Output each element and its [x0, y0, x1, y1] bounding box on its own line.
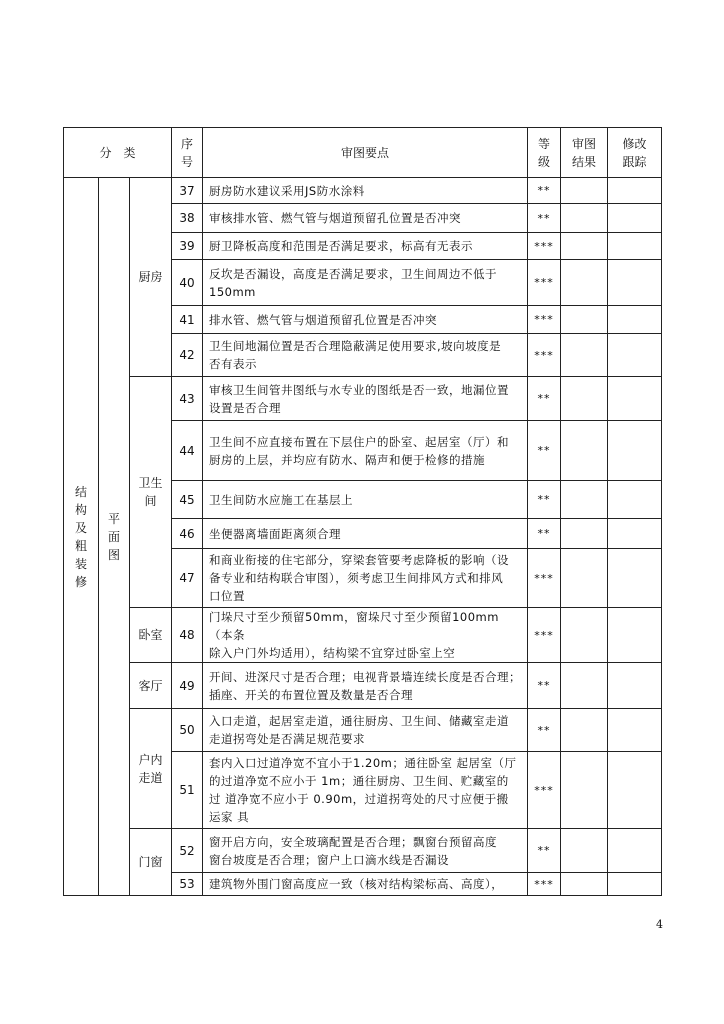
grade: **: [528, 178, 561, 204]
review-table: [63, 127, 662, 896]
header-category: 分 类: [64, 128, 172, 178]
row-number: 44: [172, 421, 203, 481]
result-cell[interactable]: [561, 519, 608, 549]
row-number: 39: [172, 233, 203, 260]
result-cell[interactable]: [561, 377, 608, 421]
table-row: [64, 178, 662, 204]
review-point: 反坎是否漏设，高度是否满足要求，卫生间周边不低于 150mm: [203, 260, 528, 306]
review-point: 坐便器离墙面距离须合理: [203, 519, 528, 549]
group-bedroom: 卧室: [130, 608, 172, 663]
table-row: [64, 663, 662, 709]
review-point: 排水管、燃气管与烟道预留孔位置是否冲突: [203, 306, 528, 334]
review-point: 窗开启方向，安全玻璃配置是否合理；飘窗台预留高度 窗台坡度是否合理；窗户上口滴水线是否漏设: [203, 829, 528, 873]
header-grade: 等 级: [528, 128, 561, 178]
page-number: 4: [656, 918, 663, 931]
tracking-cell[interactable]: [608, 204, 662, 233]
result-cell[interactable]: [561, 709, 608, 752]
tracking-cell[interactable]: [608, 178, 662, 204]
group-bathroom: 卫生 间: [130, 377, 172, 608]
tracking-cell[interactable]: [608, 233, 662, 260]
grade: **: [528, 421, 561, 481]
result-cell[interactable]: [561, 260, 608, 306]
table-row: [64, 377, 662, 421]
tracking-cell[interactable]: [608, 260, 662, 306]
row-number: 38: [172, 204, 203, 233]
row-number: 40: [172, 260, 203, 306]
row-number: 43: [172, 377, 203, 421]
result-cell[interactable]: [561, 549, 608, 608]
grade: ***: [528, 260, 561, 306]
result-cell[interactable]: [561, 608, 608, 663]
table-row: [64, 709, 662, 752]
grade: ***: [528, 233, 561, 260]
tracking-cell[interactable]: [608, 421, 662, 481]
grade: **: [528, 829, 561, 873]
result-cell[interactable]: [561, 752, 608, 829]
row-number: 48: [172, 608, 203, 663]
row-number: 50: [172, 709, 203, 752]
tracking-cell[interactable]: [608, 752, 662, 829]
tracking-cell[interactable]: [608, 481, 662, 519]
row-number: 52: [172, 829, 203, 873]
header-result: 审图 结果: [561, 128, 608, 178]
row-number: 47: [172, 549, 203, 608]
category-floor-plan: 平 面 图: [99, 178, 130, 896]
grade: **: [528, 709, 561, 752]
grade: **: [528, 663, 561, 709]
tracking-cell[interactable]: [608, 519, 662, 549]
group-door-window: 门窗: [130, 829, 172, 896]
result-cell[interactable]: [561, 334, 608, 377]
tracking-cell[interactable]: [608, 829, 662, 873]
row-number: 53: [172, 873, 203, 896]
grade: **: [528, 377, 561, 421]
tracking-cell[interactable]: [608, 873, 662, 896]
grade: ***: [528, 549, 561, 608]
tracking-cell[interactable]: [608, 334, 662, 377]
table-row: [64, 608, 662, 663]
review-point: 入口走道，起居室走道，通往厨房、卫生间、储藏室走道 走道拐弯处是否满足规范要求: [203, 709, 528, 752]
tracking-cell[interactable]: [608, 377, 662, 421]
row-number: 41: [172, 306, 203, 334]
result-cell[interactable]: [561, 233, 608, 260]
review-point: 卫生间地漏位置是否合理隐蔽满足使用要求,坡向坡度是 否有表示: [203, 334, 528, 377]
grade: ***: [528, 306, 561, 334]
group-kitchen: 厨房: [130, 178, 172, 377]
result-cell[interactable]: [561, 306, 608, 334]
result-cell[interactable]: [561, 663, 608, 709]
header-seq: 序 号: [172, 128, 203, 178]
row-number: 51: [172, 752, 203, 829]
result-cell[interactable]: [561, 873, 608, 896]
row-number: 49: [172, 663, 203, 709]
result-cell[interactable]: [561, 481, 608, 519]
review-point: 卫生间不应直接布置在下层住户的卧室、起居室（厅）和 厨房的上层，并均应有防水、隔声和便于检修的措施: [203, 421, 528, 481]
grade: ***: [528, 334, 561, 377]
review-point: 和商业衔接的住宅部分，穿梁套管要考虑降板的影响（设 备专业和结构联合审图），须考虑卫生间排风方式和排风 口位置: [203, 549, 528, 608]
result-cell[interactable]: [561, 204, 608, 233]
review-point: 审核卫生间管井图纸与水专业的图纸是否一致，地漏位置 设置是否合理: [203, 377, 528, 421]
grade: ***: [528, 873, 561, 896]
row-number: 37: [172, 178, 203, 204]
group-corridor: 户内 走道: [130, 709, 172, 829]
header-row: [64, 128, 662, 178]
row-number: 45: [172, 481, 203, 519]
review-point: 审核排水管、燃气管与烟道预留孔位置是否冲突: [203, 204, 528, 233]
tracking-cell[interactable]: [608, 608, 662, 663]
result-cell[interactable]: [561, 421, 608, 481]
grade: ***: [528, 752, 561, 829]
grade: **: [528, 519, 561, 549]
review-point: 厨卫降板高度和范围是否满足要求，标高有无表示: [203, 233, 528, 260]
header-points: 审图要点: [203, 128, 528, 178]
grade: ***: [528, 608, 561, 663]
result-cell[interactable]: [561, 829, 608, 873]
review-point: 门垛尺寸至少预留50mm，窗垛尺寸至少预留100mm（本条 除入户门外均适用），结构梁不宜穿过卧室上空: [203, 608, 528, 663]
result-cell[interactable]: [561, 178, 608, 204]
grade: **: [528, 204, 561, 233]
tracking-cell[interactable]: [608, 663, 662, 709]
review-point: 厨房防水建议采用JS防水涂料: [203, 178, 528, 204]
tracking-cell[interactable]: [608, 709, 662, 752]
grade: **: [528, 481, 561, 519]
table-row: [64, 829, 662, 873]
review-point: 开间、进深尺寸是否合理；电视背景墙连续长度是否合理； 插座、开关的布置位置及数量是否合理: [203, 663, 528, 709]
category-structure-decoration: 结 构 及 粗 装 修: [64, 178, 99, 896]
tracking-cell[interactable]: [608, 549, 662, 608]
row-number: 42: [172, 334, 203, 377]
group-living-room: 客厅: [130, 663, 172, 709]
review-point: 套内入口过道净宽不宜小于1.20m；通往卧室 起居室（厅 的过道净宽不应小于 1m；通往厨房、卫生间、贮藏室的 过 道净宽不应小于 0.90m，过道拐弯处的尺寸应便于搬 运家 具: [203, 752, 528, 829]
header-tracking: 修改 跟踪: [608, 128, 662, 178]
review-point: 建筑物外围门窗高度应一致（核对结构梁标高、高度），: [203, 873, 528, 896]
review-point: 卫生间防水应施工在基层上: [203, 481, 528, 519]
row-number: 46: [172, 519, 203, 549]
tracking-cell[interactable]: [608, 306, 662, 334]
